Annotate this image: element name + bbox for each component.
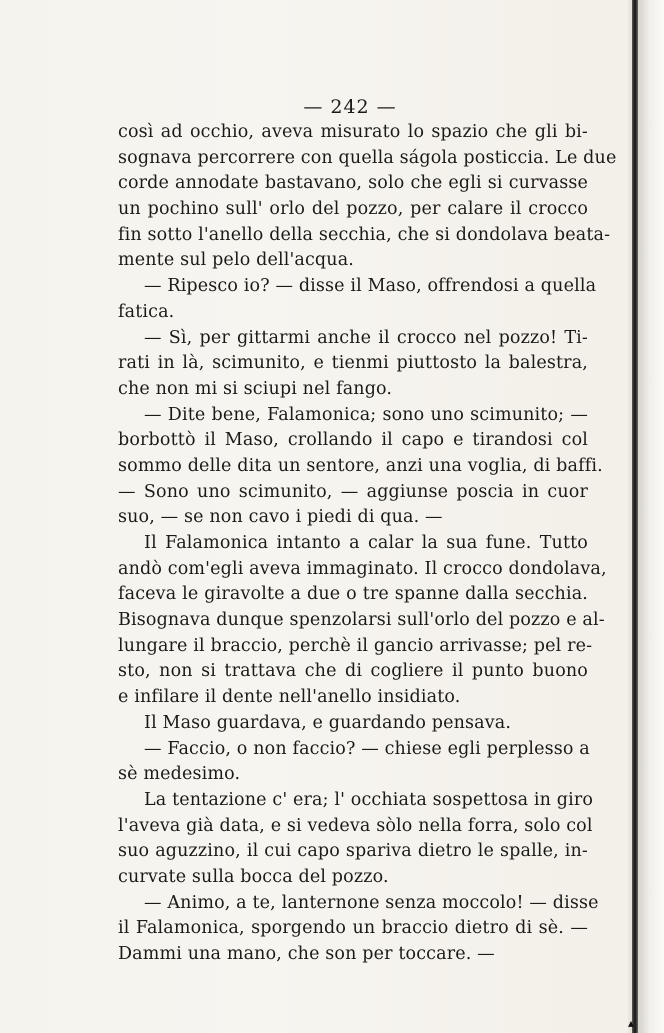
text-line: borbottò il Maso, crollando il capo e tirandosi col: [118, 430, 588, 451]
text-line: — Faccio, o non faccio? — chiese egli perplesso a: [144, 738, 590, 759]
text-line: — Dite bene, Falamonica; sono uno scimunito; —: [144, 404, 588, 425]
page-binding-line: [632, 0, 638, 1033]
text-line: — Animo, a te, lanternone senza moccolo! — disse: [144, 892, 599, 913]
text-line: sommo delle dita un sentore, anzi una voglia, di baffi.: [118, 455, 603, 476]
text-line: sto, non si trattava che di cogliere il punto buono: [118, 661, 588, 682]
text-line: sognava percorrere con quella ságola posticcia. Le due: [118, 147, 617, 168]
text-line: La tentazione c' era; l' occhiata sospettosa in giro: [144, 789, 594, 810]
text-line: Dammi una mano, che son per toccare. —: [118, 944, 495, 964]
text-line: il Falamonica, sporgendo un braccio dietro di sè. —: [118, 918, 588, 939]
text-line: andò com'egli aveva immaginato. Il crocco dondolava,: [118, 558, 607, 579]
text-line: suo, — se non cavo i piedi di qua. —: [118, 507, 443, 528]
text-line: corde annodate bastavano, solo che egli si curvasse: [118, 173, 588, 194]
edge-mark: ▴: [628, 1016, 635, 1030]
text-line: sè medesimo.: [118, 764, 241, 785]
text-line: Bisognava dunque spenzolarsi sull'orlo del pozzo e al-: [118, 610, 605, 631]
text-line: e infilare il dente nell'anello insidiato.: [118, 687, 461, 708]
text-line: suo aguzzino, il cui capo spariva dietro le spalle, in-: [118, 841, 588, 862]
text-line: lungare il braccio, perchè il gancio arrivasse; pel re-: [118, 635, 593, 656]
text-line: mente sul pelo dell'acqua.: [118, 250, 355, 271]
text-line: — Ripesco io? — disse il Maso, offrendosi a quella: [144, 276, 597, 297]
text-line: che non mi si sciupi nel fango.: [118, 378, 393, 399]
text-line: Il Maso guardava, e guardando pensava.: [144, 712, 512, 733]
text-line: — Sono uno scimunito, — aggiunse poscia in cuor: [118, 481, 588, 502]
text-line: fin sotto l'anello della secchia, che si dondolava beata-: [118, 224, 611, 245]
text-line: fatica.: [118, 301, 175, 322]
text-line: — Sì, per gittarmi anche il crocco nel pozzo! Ti-: [144, 327, 588, 348]
text-line: un pochino sull' orlo del pozzo, per calare il crocco: [118, 199, 588, 220]
page-number: — 242 —: [303, 96, 397, 118]
text-line: faceva le giravolte a due o tre spanne dalla secchia.: [118, 584, 588, 605]
text-line: curvate sulla bocca del pozzo.: [118, 866, 389, 887]
text-line: Il Falamonica intanto a calar la sua fune. Tutto: [144, 533, 588, 553]
body-text: [118, 120, 617, 968]
text-line: così ad occhio, aveva misurato lo spazio che gli bi-: [118, 122, 588, 142]
text-line: l'aveva già data, e si vedeva sòlo nella forra, solo col: [118, 815, 593, 836]
text-line: rati in là, scimunito, e tienmi piuttosto la balestra,: [118, 353, 588, 374]
